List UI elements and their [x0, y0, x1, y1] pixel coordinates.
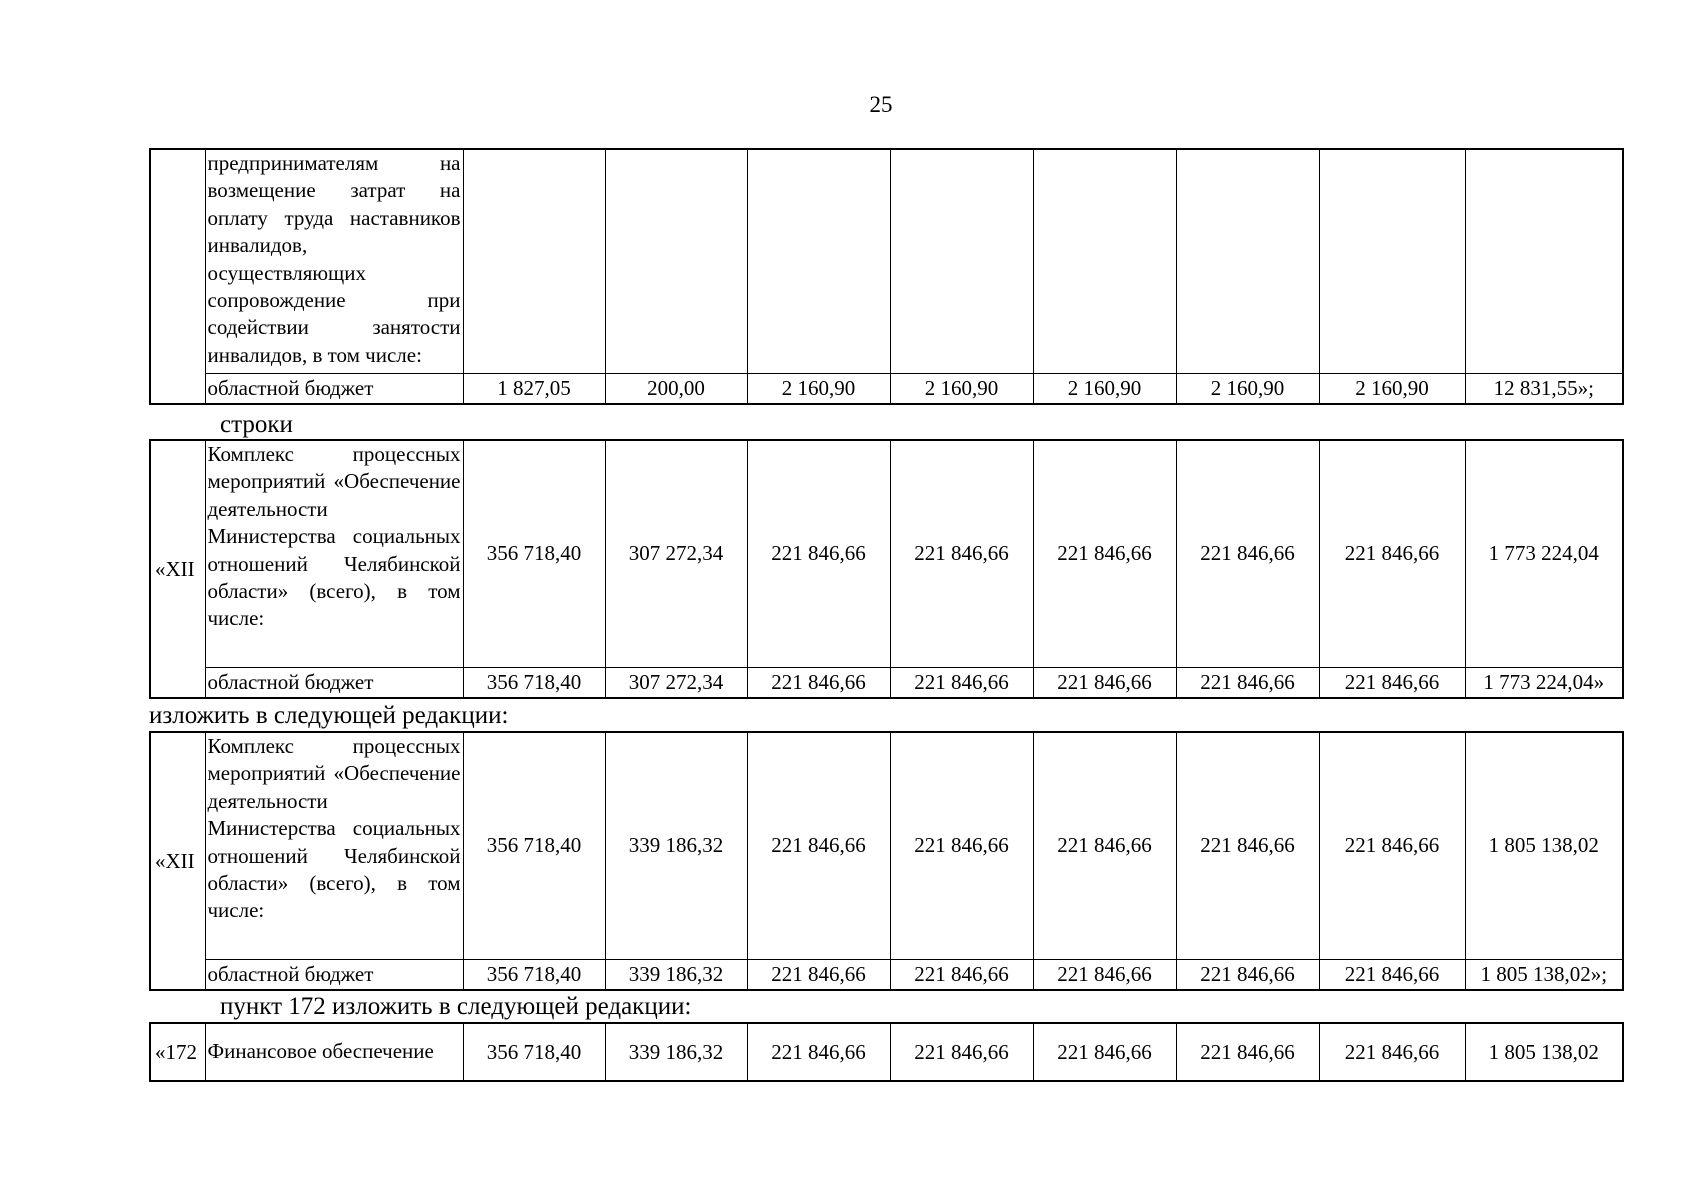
value-cell: 356 718,40 [463, 667, 605, 698]
value-cell [1465, 149, 1623, 373]
value-cell: 221 846,66 [747, 667, 890, 698]
table-row [150, 667, 1623, 698]
table-row [150, 149, 1623, 373]
row-number-cell: «XII [150, 440, 205, 698]
table-row [150, 440, 1623, 667]
value-cell [747, 149, 890, 373]
value-cell: 221 846,66 [747, 440, 890, 667]
value-cell: 2 160,90 [890, 373, 1033, 404]
table-row [150, 1023, 1623, 1081]
table-new-section-xii [149, 731, 1622, 991]
value-cell [1033, 149, 1176, 373]
row-description: Комплекс процессных мероприятий «Обеспечение деятельности Министерства социальных отношений Челябинской области» (всего), в том числе: [205, 732, 463, 959]
value-cell: 221 846,66 [1176, 732, 1319, 959]
row-number-cell [150, 149, 205, 404]
row-description: Комплекс процессных мероприятий «Обеспечение деятельности Министерства социальных отношений Челябинской области» (всего), в том числе: [205, 440, 463, 667]
value-cell: 356 718,40 [463, 1023, 605, 1081]
value-cell: 221 846,66 [1319, 959, 1465, 990]
value-cell: 221 846,66 [1176, 959, 1319, 990]
value-cell [463, 149, 605, 373]
value-cell: 221 846,66 [1033, 732, 1176, 959]
table-item-172 [149, 1022, 1622, 1082]
value-cell: 221 846,66 [1033, 667, 1176, 698]
sub-row-label: областной бюджет [205, 667, 463, 698]
value-cell: 1 805 138,02 [1465, 1023, 1623, 1081]
table-old-section-xii [149, 439, 1622, 699]
table-row [150, 959, 1623, 990]
sub-row-label: областной бюджет [205, 373, 463, 404]
value-cell: 221 846,66 [1319, 440, 1465, 667]
connector-text: пункт 172 изложить в следующей редакции: [220, 993, 692, 1020]
page-number: 25 [869, 92, 893, 117]
value-cell: 2 160,90 [747, 373, 890, 404]
value-cell: 1 805 138,02 [1465, 732, 1623, 959]
row-number-cell: «XII [150, 732, 205, 990]
value-cell: 2 160,90 [1176, 373, 1319, 404]
value-cell [890, 149, 1033, 373]
value-cell: 1 827,05 [463, 373, 605, 404]
value-cell: 221 846,66 [1033, 1023, 1176, 1081]
value-cell: 221 846,66 [890, 732, 1033, 959]
value-cell: 1 805 138,02»; [1465, 959, 1623, 990]
connector-text: строки [220, 411, 293, 438]
value-cell: 356 718,40 [463, 732, 605, 959]
value-cell: 356 718,40 [463, 440, 605, 667]
value-cell: 221 846,66 [747, 1023, 890, 1081]
row-number-cell: «172 [150, 1023, 205, 1081]
value-cell: 2 160,90 [1319, 373, 1465, 404]
value-cell: 221 846,66 [890, 959, 1033, 990]
value-cell [605, 149, 747, 373]
value-cell: 356 718,40 [463, 959, 605, 990]
value-cell: 221 846,66 [1033, 959, 1176, 990]
value-cell [1176, 149, 1319, 373]
value-cell: 307 272,34 [605, 667, 747, 698]
value-cell: 221 846,66 [1033, 440, 1176, 667]
value-cell: 221 846,66 [1176, 1023, 1319, 1081]
value-cell: 339 186,32 [605, 959, 747, 990]
value-cell: 2 160,90 [1033, 373, 1176, 404]
value-cell: 221 846,66 [1319, 667, 1465, 698]
value-cell: 200,00 [605, 373, 747, 404]
value-cell: 221 846,66 [890, 1023, 1033, 1081]
row-description: предпринимателям на возмещение затрат на оплату труда наставников инвалидов, осуществляющих сопровождение при содействии занятости инвалидов, в том числе: [205, 149, 463, 373]
value-cell: 221 846,66 [1319, 732, 1465, 959]
table-row [150, 732, 1623, 959]
connector-text: изложить в следующей редакции: [149, 702, 509, 729]
value-cell: 221 846,66 [747, 959, 890, 990]
value-cell: 221 846,66 [1176, 440, 1319, 667]
table-row [150, 373, 1623, 404]
value-cell: 339 186,32 [605, 1023, 747, 1081]
sub-row-label: областной бюджет [205, 959, 463, 990]
value-cell [1319, 149, 1465, 373]
value-cell: 1 773 224,04» [1465, 667, 1623, 698]
table-continuation [149, 148, 1622, 405]
value-cell: 221 846,66 [747, 732, 890, 959]
value-cell: 221 846,66 [1176, 667, 1319, 698]
value-cell: 221 846,66 [890, 667, 1033, 698]
value-cell: 12 831,55»; [1465, 373, 1623, 404]
value-cell: 307 272,34 [605, 440, 747, 667]
value-cell: 221 846,66 [1319, 1023, 1465, 1081]
row-description: Финансовое обеспечение [205, 1023, 463, 1081]
value-cell: 1 773 224,04 [1465, 440, 1623, 667]
value-cell: 339 186,32 [605, 732, 747, 959]
value-cell: 221 846,66 [890, 440, 1033, 667]
